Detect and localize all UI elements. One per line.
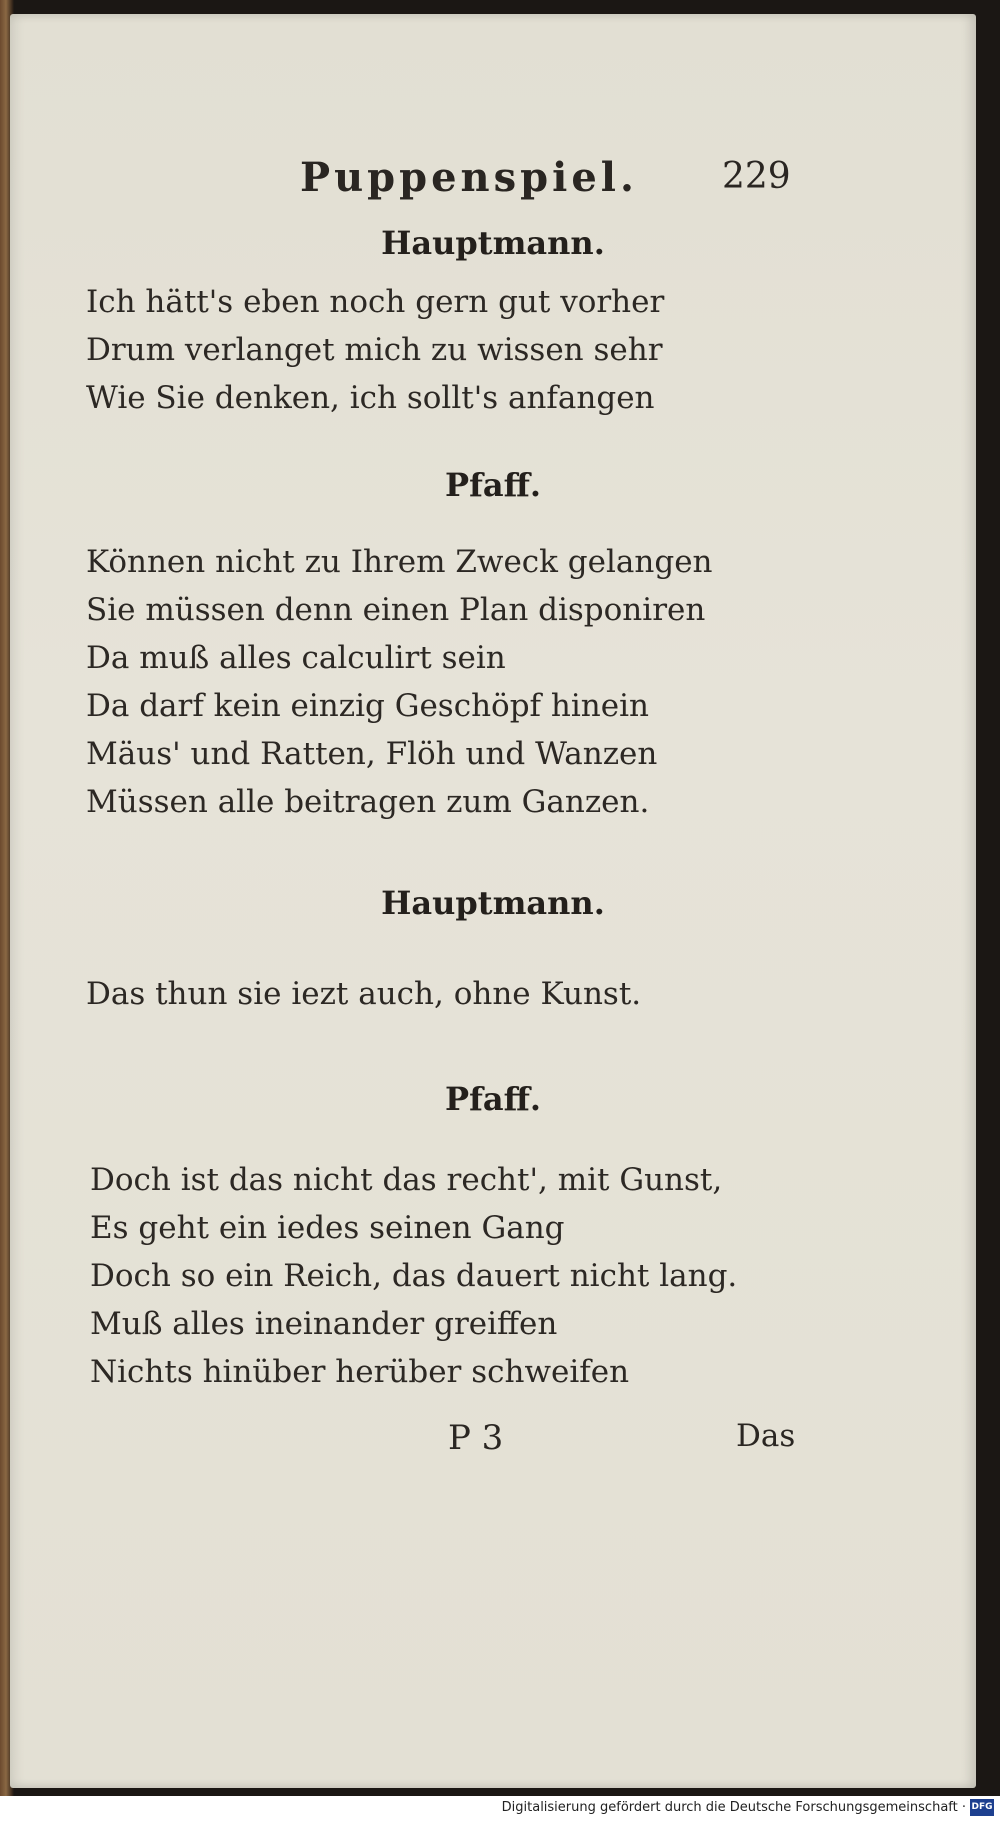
verse-line: Müssen alle beitragen zum Ganzen. <box>86 784 650 820</box>
verse-line: Das thun sie iezt auch, ohne Kunst. <box>86 976 642 1012</box>
speaker-heading: Hauptmann. <box>381 884 605 922</box>
speaker-heading: Pfaff. <box>445 1080 541 1118</box>
running-title: Puppenspiel. <box>300 154 638 201</box>
verse-line: Doch ist das nicht das recht', mit Gunst, <box>90 1162 723 1198</box>
verse-line: Es geht ein iedes seinen Gang <box>90 1210 565 1246</box>
verse-line: Da darf kein einzig Geschöpf hinein <box>86 688 649 724</box>
verse-line: Sie müssen denn einen Plan disponiren <box>86 592 706 628</box>
verse-line: Muß alles ineinander greiffen <box>90 1306 558 1342</box>
verse-line: Können nicht zu Ihrem Zweck gelangen <box>86 544 713 580</box>
verse-line: Mäus' und Ratten, Flöh und Wanzen <box>86 736 658 772</box>
dfg-logo: DFG <box>970 1799 994 1816</box>
book-page <box>10 14 976 1788</box>
catchword: Das <box>736 1418 796 1454</box>
verse-line: Ich hätt's eben noch gern gut vorher <box>86 284 665 320</box>
page-header <box>10 154 976 214</box>
signature-mark: P 3 <box>448 1418 504 1458</box>
speaker-heading: Hauptmann. <box>381 224 605 262</box>
verse-line: Doch so ein Reich, das dauert nicht lang. <box>90 1258 738 1294</box>
funding-credit: Digitalisierung gefördert durch die Deutsche Forschungsgemeinschaft · <box>501 1800 966 1815</box>
verse-line: Drum verlanget mich zu wissen sehr <box>86 332 663 368</box>
verse-line: Wie Sie denken, ich sollt's anfangen <box>86 380 655 416</box>
page-number: 229 <box>722 156 791 197</box>
speaker-heading: Pfaff. <box>445 466 541 504</box>
verse-line: Nichts hinüber herüber schweifen <box>90 1354 630 1390</box>
digitization-footer <box>0 1796 1000 1822</box>
verse-line: Da muß alles calculirt sein <box>86 640 506 676</box>
